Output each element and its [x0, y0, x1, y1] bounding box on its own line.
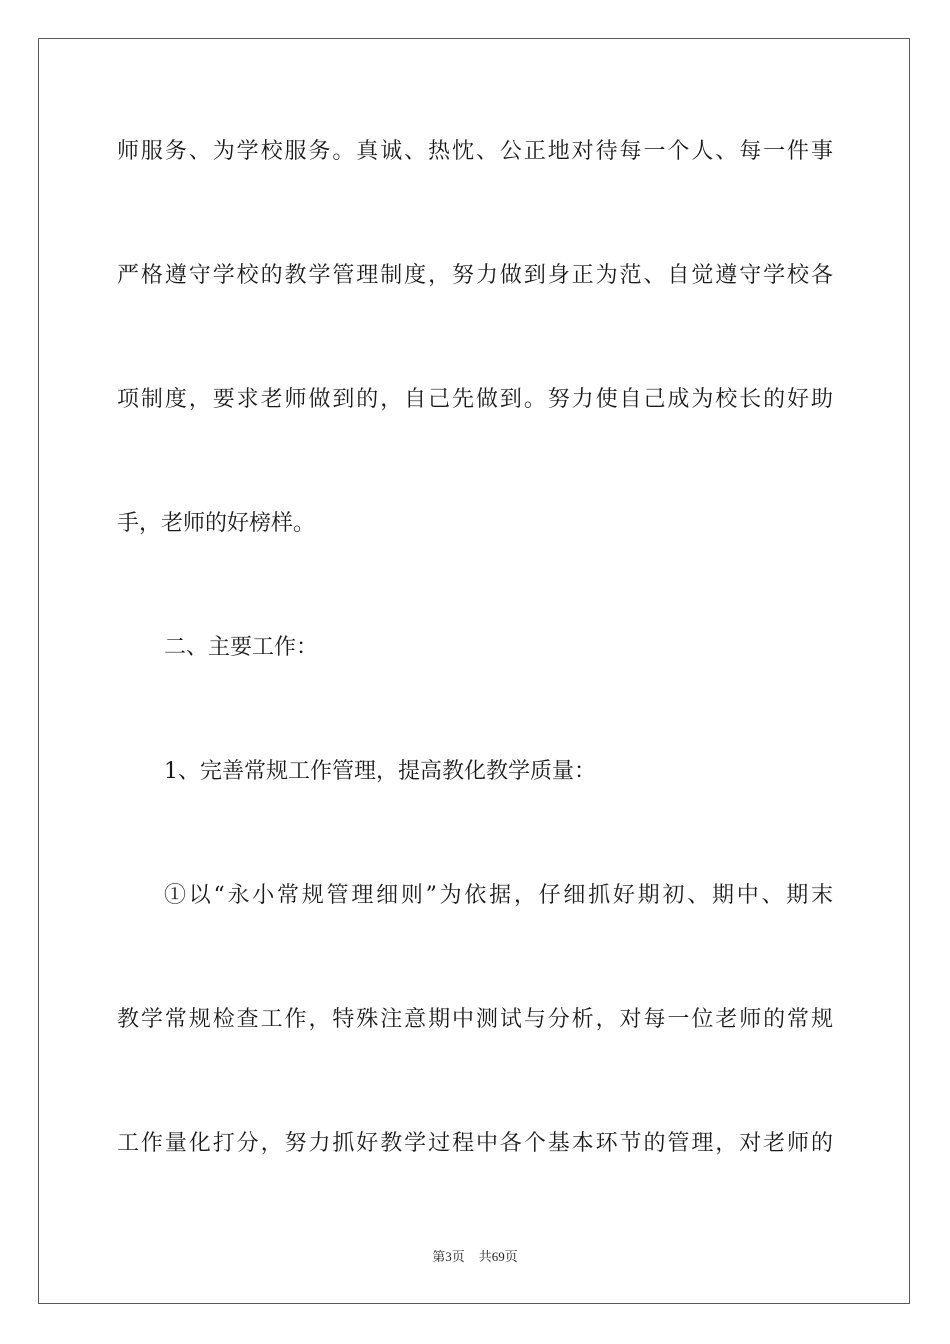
page-number: 第3页 [432, 1249, 465, 1264]
page-total: 共69页 [478, 1249, 518, 1264]
body-text-line: 师服务、为学校服务。真诚、热忱、公正地对待每一个人、每一件事 [117, 139, 833, 164]
body-text-line: 手，老师的好榜样。 [117, 511, 316, 536]
subsection-heading: 1、完善常规工作管理，提高教化教学质量： [164, 759, 596, 784]
body-text-line: 工作量化打分，努力抓好教学过程中各个基本环节的管理，对老师的 [117, 1131, 833, 1156]
body-text-line: 严格遵守学校的教学管理制度，努力做到身正为范、自觉遵守学校各 [117, 263, 833, 288]
page-footer [0, 1246, 950, 1265]
page-border [38, 38, 910, 1304]
body-text-line: ①以“永小常规管理细则”为依据，仔细抓好期初、期中、期末 [164, 883, 833, 908]
section-heading: 二、主要工作： [164, 635, 319, 660]
body-text-line: 项制度，要求老师做到的，自己先做到。努力使自己成为校长的好助 [117, 387, 833, 412]
body-text-line: 教学常规检查工作，特殊注意期中测试与分析，对每一位老师的常规 [117, 1007, 833, 1032]
